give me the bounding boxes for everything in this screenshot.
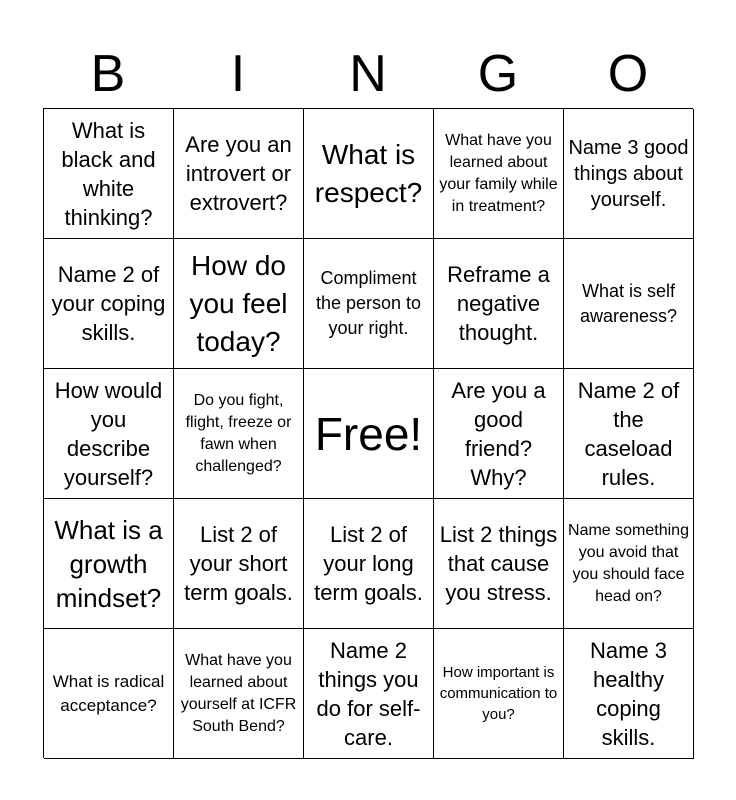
cell-text: Name 3 healthy coping skills. [589,637,668,750]
cell-text: Are you a good friend? Why? [451,377,546,490]
bingo-cell-r5c5 [564,629,694,759]
bingo-header [43,40,693,108]
bingo-cell-r4c5 [564,499,694,629]
cell-text: Name 2 of the caseload rules. [577,377,680,490]
bingo-cell-r1c2 [174,109,304,239]
bingo-cell-r1c5 [564,109,694,239]
cell-text: List 2 things that cause you stress. [439,522,558,605]
cell-text: Name 2 of your coping skills. [51,262,166,345]
bingo-cell-r3c3 [304,369,434,499]
bingo-cell-r2c3 [304,239,434,369]
cell-text: What is radical acceptance? [52,671,165,715]
bingo-cell-r2c1 [44,239,174,369]
bingo-cell-r1c3 [304,109,434,239]
bingo-cell-r2c4 [434,239,564,369]
free-space: Free! [314,407,423,460]
bingo-cell-r4c2 [174,499,304,629]
cell-text: Are you an introvert or extrovert? [185,132,292,215]
cell-text: How would you describe yourself? [54,377,163,490]
cell-text: List 2 of your short term goals. [184,522,293,605]
cell-text: How important is communication to you? [439,664,558,723]
bingo-cell-r1c1 [44,109,174,239]
bingo-cell-r5c1 [44,629,174,759]
bingo-cell-r3c1 [44,369,174,499]
header-letter-n: N [349,45,387,103]
cell-text: Do you fight, flight, freeze or fawn when challenged? [185,391,292,475]
header-letter-b: B [90,45,126,103]
bingo-cell-r2c2 [174,239,304,369]
bingo-cell-r5c2 [174,629,304,759]
header-letter-i: I [230,45,246,103]
bingo-cell-r4c3 [304,499,434,629]
bingo-cell-r3c2 [174,369,304,499]
cell-text: How do you feel today? [189,249,288,357]
cell-text: Name 2 things you do for self-care. [316,637,421,750]
cell-text: What is black and white thinking? [61,117,156,230]
cell-text: Reframe a negative thought. [447,262,550,345]
bingo-cell-r4c1 [44,499,174,629]
bingo-cell-r5c4 [434,629,564,759]
bingo-card-grid [43,108,693,758]
bingo-cell-r3c5 [564,369,694,499]
cell-text: What have you learned about yourself at ICFR South Bend? [180,651,297,735]
cell-text: What have you learned about your family while in treatment? [439,131,558,215]
bingo-cell-r2c5 [564,239,694,369]
bingo-cell-r3c4 [434,369,564,499]
cell-text: What is respect? [314,138,423,208]
cell-text: Compliment the person to your right. [315,268,422,338]
bingo-cell-r4c4 [434,499,564,629]
bingo-cell-r1c4 [434,109,564,239]
cell-text: Name something you avoid that you should face head on? [568,521,689,605]
cell-text: List 2 of your long term goals. [314,522,423,605]
cell-text: What is a growth mindset? [54,514,163,613]
header-letter-g: G [477,45,519,103]
bingo-cell-r5c3 [304,629,434,759]
cell-text: What is self awareness? [579,280,678,326]
cell-text: Name 3 good things about yourself. [568,136,689,211]
header-letter-o: O [607,45,649,103]
